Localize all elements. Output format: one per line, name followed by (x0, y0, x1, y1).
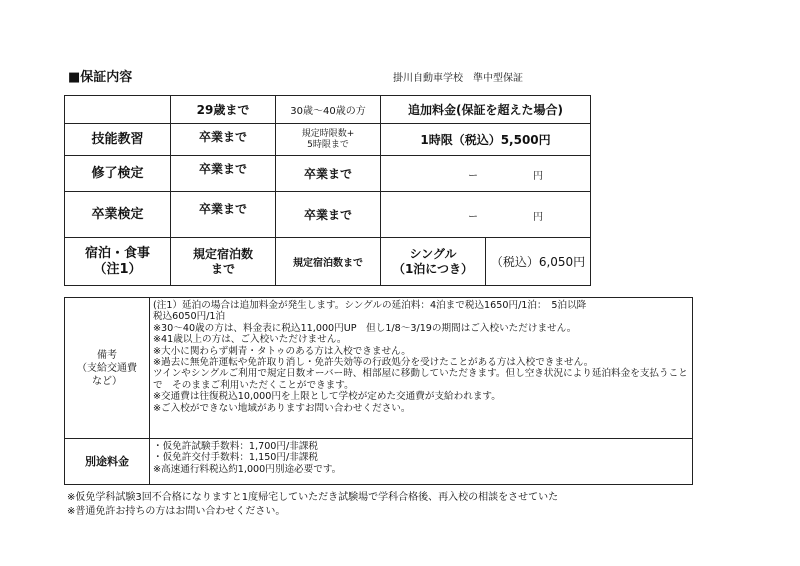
footer-note-license: ※普通免許お持ちの方はお問い合わせください。 (67, 506, 286, 517)
notes-label: 備考 （支給交通費 など） (65, 298, 150, 439)
lodging-30-40-cell: 規定宿泊数まで (276, 238, 381, 286)
note-line: ツインやシングルご利用で規定日数オーバー時、相部屋に移動していただきます。但し空き状況により延泊料金を支払うこと (153, 368, 688, 380)
table-row (65, 298, 693, 439)
row-label-lodging: 宿泊・食事 （注1） (65, 238, 171, 286)
note-line: (注1）延泊の場合は追加料金が発生します。シングルの延泊料：4泊まで税込1650円/1泊： 5泊以降 (153, 300, 587, 311)
row-label-skill: 技能教習 (65, 124, 171, 156)
completion-29-cell: 卒業まで (171, 156, 276, 192)
note-line: ※過去に無免許運転や免許取り消し・免許失効等の行政処分を受けたことがある方は入校できません。 (153, 357, 594, 369)
table-row (65, 124, 591, 156)
skill-29-cell: 卒業まで (171, 124, 276, 156)
lodging-single-cell: シングル （1泊につき） (381, 238, 486, 286)
table-row (65, 238, 591, 286)
completion-30-40-cell: 卒業まで (276, 156, 381, 192)
table-row (65, 439, 693, 485)
lodging-price-cell: （税込）6,050円 (486, 238, 591, 286)
note-line: ※ご入校ができない地域がありますお問い合わせください。 (153, 402, 411, 414)
extra-line: ・仮免許試験手数料：1,700円/非課税 (153, 441, 319, 452)
extra-line: ・仮免許交付手数料：1,150円/非課税 (153, 452, 319, 464)
school-plan-label: 掛川自動車学校 準中型保証 (393, 73, 523, 84)
notes-table (64, 297, 693, 485)
graduation-29-cell: 卒業まで (171, 192, 276, 238)
skill-extra-fee: 1時限（税込）5,500円 (381, 124, 591, 156)
notes-body (150, 298, 693, 439)
extra-fee-body (150, 439, 693, 485)
col-header-30-40: 30歳～40歳の方 (276, 96, 381, 124)
table-header-row (65, 96, 591, 124)
col-header-extra-fee: 追加料金(保証を超えた場合) (381, 96, 591, 124)
section-title: ■保証内容 (68, 70, 133, 85)
note-line: ※交通費は往復税込10,000円を上限として学校が定めた交通費が支給われます。 (153, 391, 501, 403)
note-line: ※大小に関わらず刺青・タトゥのある方は入校できません。 (153, 345, 411, 357)
lodging-29-cell: 規定宿泊数 まで (171, 238, 276, 286)
footer-note-exam: ※仮免学科試験3回不合格になりますと1度帰宅していただき試験場で学科合格後、再入校の相談をさせていた (67, 492, 559, 503)
guarantee-table (64, 95, 591, 286)
note-line: で そのままご利用いただくことができます。 (153, 379, 354, 391)
row-label-graduation-exam: 卒業検定 (65, 192, 171, 238)
graduation-extra-fee: ー 円 (381, 192, 591, 238)
table-row (65, 192, 591, 238)
note-line: ※30～40歳の方は、料金表に税込11,000円UP 但し1/8～3/19の期間はご入校いただけません。 (153, 322, 577, 334)
graduation-30-40-cell: 卒業まで (276, 192, 381, 238)
extra-fee-label: 別途料金 (65, 439, 150, 485)
note-line: ※41歳以上の方は、ご入校いただけません。 (153, 334, 347, 346)
completion-extra-fee: ー 円 (381, 156, 591, 192)
header-empty-cell (65, 96, 171, 124)
skill-30-40-cell: 規定時限数+ 5時限まで (276, 124, 381, 156)
extra-line: ※高速通行料税込約1,000円別途必要です。 (153, 463, 342, 475)
col-header-29: 29歳まで (171, 96, 276, 124)
row-label-completion-exam: 修了検定 (65, 156, 171, 192)
note-line: 税込6050円/1泊 (153, 311, 226, 323)
table-row (65, 156, 591, 192)
